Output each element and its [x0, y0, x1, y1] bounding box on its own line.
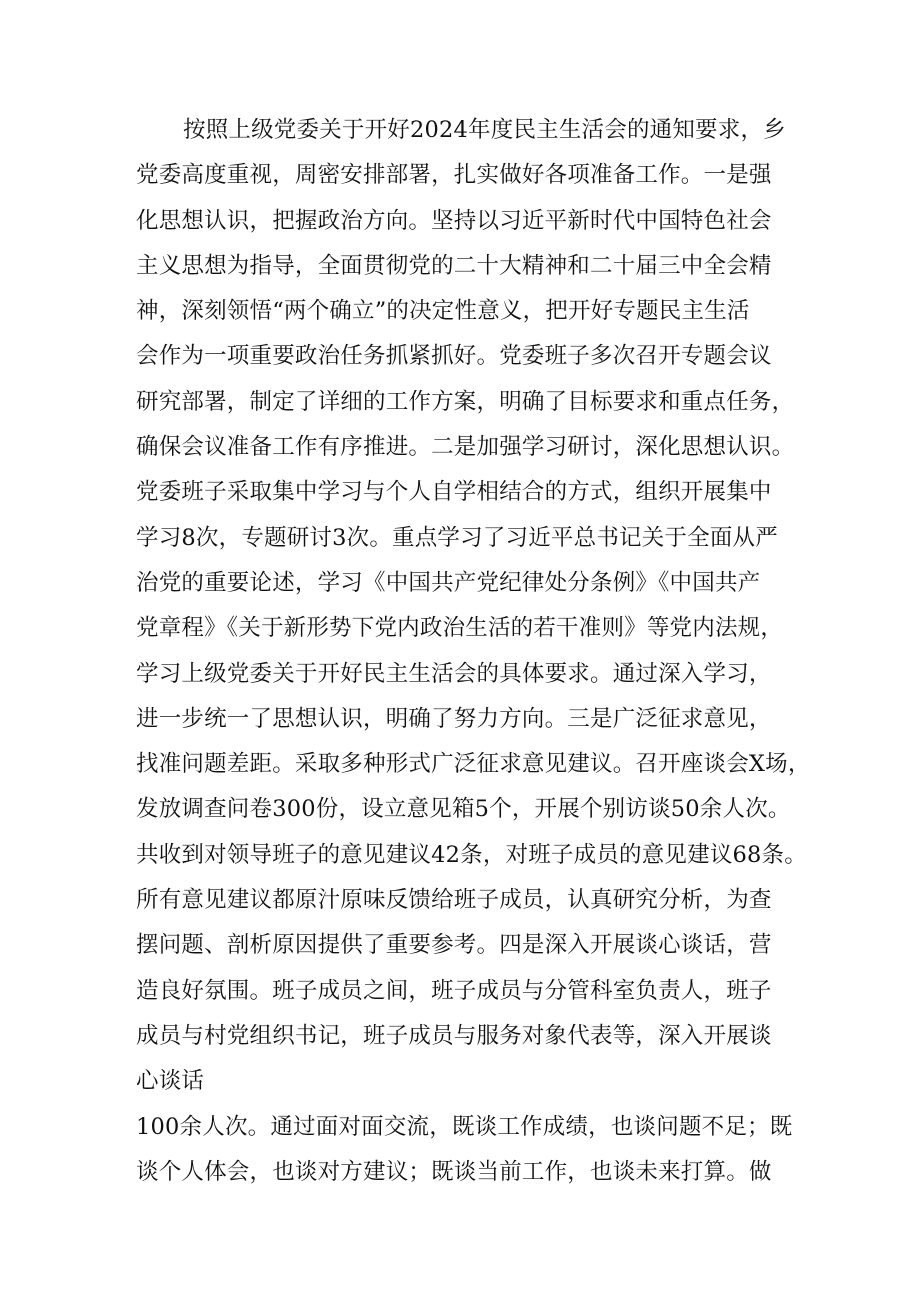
text-line: 谈个人体会，也谈对方建议；既谈当前工作，也谈未来打算。做 [136, 1158, 772, 1185]
text-line: 学习8次，专题研讨3次。重点学习了习近平总书记关于全面从严 [136, 524, 778, 551]
text-line: 100余人次。通过面对面交流，既谈工作成绩，也谈问题不足；既 [136, 1113, 793, 1140]
text-line: 主义思想为指导，全面贯彻党的二十大精神和二十届三中全会精 [136, 252, 772, 279]
text-line: 进一步统一了思想认识，明确了努力方向。三是广泛征求意见， [136, 705, 772, 732]
text-line: 确保会议准备工作有序推进。二是加强学习研讨，深化思想认识。 [136, 434, 795, 461]
text-line: 神，深刻领悟“两个确立”的决定性意义，把开好专题民主生活 [136, 298, 750, 325]
text-line: 研究部署，制定了详细的工作方案，明确了目标要求和重点任务， [136, 388, 795, 415]
text-line: 共收到对领导班子的意见建议42条，对班子成员的意见建议68条。 [136, 841, 807, 868]
text-line: 党委班子采取集中学习与个人自学相结合的方式，组织开展集中 [136, 479, 772, 506]
text-line: 心谈话 [136, 1068, 205, 1095]
text-line: 所有意见建议都原汁原味反馈给班子成员，认真研究分析，为查 [136, 887, 772, 914]
text-line: 党章程》《关于新形势下党内政治生活的若干准则》等党内法规， [136, 615, 784, 642]
text-line: 按照上级党委关于开好2024年度民主生活会的通知要求，乡 [183, 117, 786, 143]
text-line: 党委高度重视，周密安排部署，扎实做好各项准备工作。一是强 [136, 162, 772, 189]
text-line: 造良好氛围。班子成员之间，班子成员与分管科室负责人，班子 [136, 977, 772, 1004]
text-line: 找准问题差距。采取多种形式广泛征求意见建议。召开座谈会X场， [136, 751, 811, 778]
text-line: 治党的重要论述，学习《中国共产党纪律处分条例》《中国共产 [136, 569, 761, 596]
text-line: 成员与村党组织书记，班子成员与服务对象代表等，深入开展谈 [136, 1022, 772, 1049]
text-line: 会作为一项重要政治任务抓紧抓好。党委班子多次召开专题会议 [136, 343, 772, 370]
text-line: 摆问题、剖析原因提供了重要参考。四是深入开展谈心谈话，营 [136, 932, 772, 959]
text-line: 发放调查问卷300份，设立意见箱5个，开展个别访谈50余人次。 [136, 796, 791, 823]
text-line: 化思想认识，把握政治方向。坚持以习近平新时代中国特色社会 [136, 207, 772, 234]
body-text [136, 108, 816, 1195]
text-line: 学习上级党委关于开好民主生活会的具体要求。通过深入学习， [136, 660, 772, 687]
